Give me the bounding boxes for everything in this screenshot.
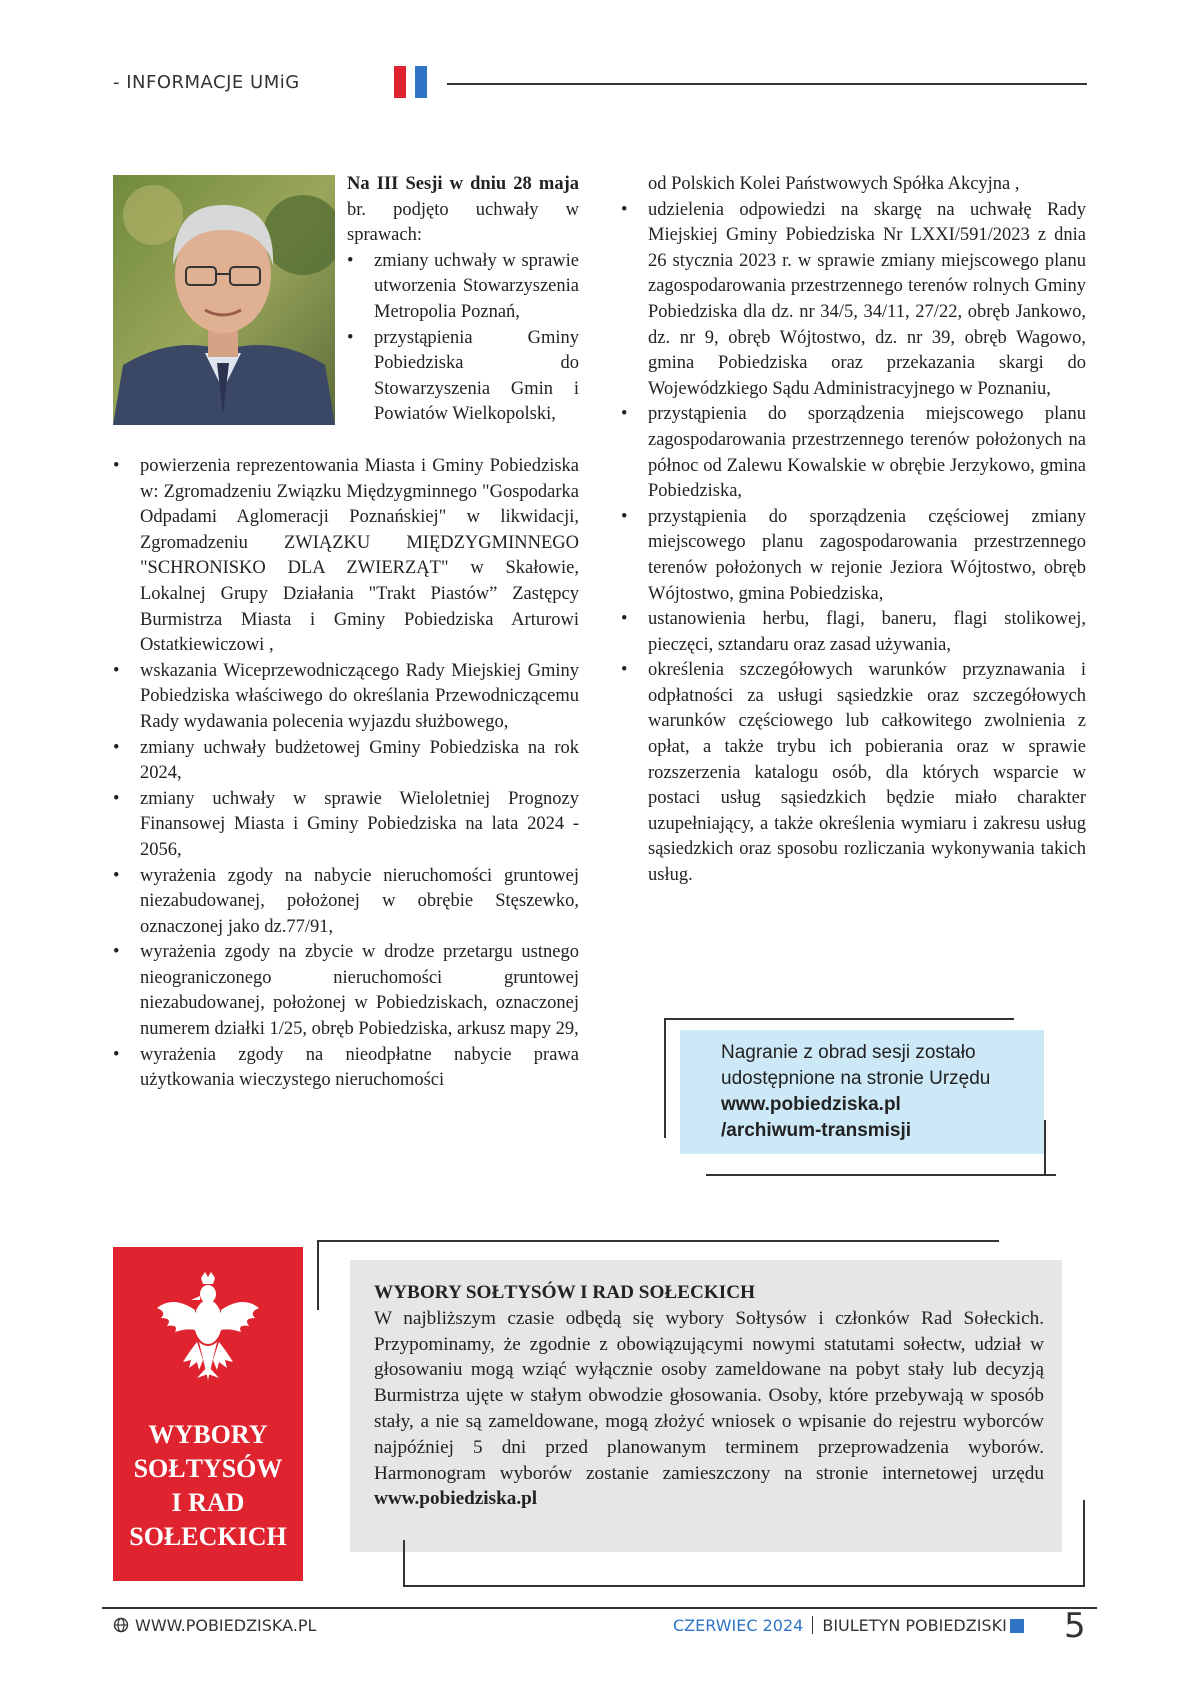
- footer-publication: [673, 1616, 1007, 1635]
- resolution-list-right: [621, 198, 1086, 889]
- elections-frame-right: [1083, 1500, 1085, 1587]
- list-item: • wyrażenia zgody na nieodpłatne nabycie prawa użytkowania wieczystego nieruchomości: [113, 1043, 579, 1094]
- elections-frame-left: [317, 1240, 319, 1310]
- list-item: • zmiany uchwały budżetowej Gminy Pobiedziska na rok 2024,: [113, 736, 579, 787]
- recording-note: [721, 1040, 1021, 1144]
- elections-title: WYBORY SOŁTYSÓW I RAD SOŁECKICH: [374, 1282, 756, 1303]
- list-item: • określenia szczegółowych warunków przyznawania i odpłatności za usługi sąsiedzkie oraz szczegółowych warunków częściowego lub całkowitego zwolnienia z opłat, a także trybu ich pobierania oraz w sprawie rozszerzenia katalogu osób, dla których wsparcie w postaci usług sąsiedzkich będzie miało charakter uzupełniający, a także określenia wymiaru i zakresu usług sąsiedzkich oraz sposobu rozliczania wykonywania takich usług.: [621, 658, 1086, 888]
- resolution-list-left: [113, 454, 579, 1094]
- elections-frame-left-lower: [403, 1540, 405, 1587]
- footer-website-text: WWW.POBIEDZISKA.PL: [135, 1616, 317, 1635]
- elections-body: W najbliższym czasie odbędą się wybory Sołtysów i członków Rad Sołeckich. Przypominamy, że zgodnie z obowiązującymi nowymi statutami sołectw, udział w głosowaniu mogą wziąć wyłącznie osoby zameldowane na pobyt stały lub decyzją Burmistrza ujęte w stałym obwodzie głosowania. Osoby, które przebywają w sposób stały, a nie są zameldowane, mogą złożyć wniosek o wpisanie do rejestru wyborców najpóźniej 5 dni przed planowanym terminem przeprowadzenia wyborów. Harmonogram wyborów zostanie zamieszczony na stronie internetowej urzędu: [374, 1307, 1044, 1484]
- note-frame-right: [1044, 1120, 1046, 1176]
- note-frame-bottom: [706, 1174, 1056, 1176]
- footer-website[interactable]: [113, 1616, 316, 1637]
- footer-month: CZERWIEC 2024: [673, 1616, 804, 1635]
- header-rule: [447, 83, 1087, 85]
- elections-text: [374, 1280, 1044, 1512]
- left-column: [113, 454, 579, 1094]
- note-text: Nagranie z obrad sesji zostało udostępnione na stronie Urzędu: [721, 1042, 991, 1089]
- note-link[interactable]: www.pobiedziska.pl: [721, 1094, 901, 1115]
- badge-line: I RAD: [171, 1488, 245, 1517]
- footer-rule: [102, 1607, 1097, 1609]
- badge-line: WYBORY: [148, 1420, 268, 1449]
- right-column: [621, 172, 1086, 889]
- blue-bar: [415, 66, 427, 98]
- elections-link[interactable]: www.pobiedziska.pl: [374, 1488, 538, 1510]
- intro-list: [347, 249, 579, 428]
- elections-frame-top: [317, 1240, 999, 1242]
- page-number: 5: [1064, 1606, 1086, 1646]
- list-item: • przystąpienia Gminy Pobiedziska do Stowarzyszenia Gmin i Powiatów Wielkopolski,: [347, 326, 579, 428]
- list-item: • wskazania Wiceprzewodniczącego Rady Miejskiej Gminy Pobiedziska właściwego do określania Przewodniczącemu Rady wydawania polecenia wyjazdu służbowego,: [113, 659, 579, 736]
- footer-separator: [812, 1616, 813, 1634]
- intro-heading: Na III Sesji w dniu 28 maja: [347, 174, 579, 194]
- list-item: • wyrażenia zgody na zbycie w drodze przetargu ustnego nieograniczonego nieruchomości gruntowej niezabudowanej, położonej w Pobiedziskach, oznaczonej numerem działki 1/25, obręb Pobiedziska, arkusz mapy 29,: [113, 940, 579, 1042]
- list-item: • zmiany uchwały w sprawie utworzenia Stowarzyszenia Metropolia Poznań,: [347, 249, 579, 326]
- note-link-path[interactable]: /archiwum-transmisji: [721, 1120, 912, 1141]
- note-frame-top: [664, 1018, 1014, 1020]
- intro-text: br. podjęto uchwały w sprawach:: [347, 199, 579, 246]
- session-intro: [347, 172, 579, 428]
- badge-line: SOŁTYSÓW: [133, 1454, 283, 1483]
- list-item: • przystąpienia do sporządzenia miejscowego planu zagospodarowania przestrzennego terenów położonych na północ od Zalewu Kowalskie w obrębie Jerzykowo, gmina Pobiedziska,: [621, 402, 1086, 504]
- continued-text: od Polskich Kolei Państwowych Spółka Akcyjna ,: [648, 174, 1020, 194]
- badge-line: SOŁECKICH: [129, 1522, 287, 1551]
- list-item: • wyrażenia zgody na nabycie nieruchomości gruntowej niezabudowanej, położonej w obrębie Stęszewko, oznaczonej jako dz.77/91,: [113, 864, 579, 941]
- list-item: • zmiany uchwały w sprawie Wieloletniej Prognozy Finansowej Miasta i Gminy Pobiedziska na lata 2024 - 2056,: [113, 787, 579, 864]
- list-item: • udzielenia odpowiedzi na skargę na uchwałę Rady Miejskiej Gminy Pobiedziska Nr LXXI/591/2023 z dnia 26 stycznia 2023 r. w sprawie zmiany miejscowego planu zagospodarowania przestrzennego terenów rolnych Gminy Pobiedziska dla dz. nr 34/5, 34/11, 27/22, obręb Jankowo, dz. nr 9, obręb Wójtostwo, dz. nr 39, obręb Wagowo, gmina Pobiedziska oraz przekazania skargi do Wojewódzkiego Sądu Administracyjnego w Poznaniu,: [621, 198, 1086, 403]
- white-eagle-emblem: [153, 1270, 263, 1385]
- list-item: • powierzenia reprezentowania Miasta i Gminy Pobiedziska w: Zgromadzeniu Związku Międzygminnego "Gospodarka Odpadami Aglomeracji Poznańskiej" w likwidacji, Zgromadzeniu ZWIĄZKU MIĘDZYGMINNEGO "SCHRONISKO DLA ZWIERZĄT" w Skałowie, Lokalnej Grupy Działania "Trakt Piastów” Zastępcy Burmistrza Miasta i Gminy Pobiedziska Arturowi Ostatkiewiczowi ,: [113, 454, 579, 659]
- section-label: - INFORMACJE UMiG: [113, 72, 300, 93]
- list-item: • przystąpienia do sporządzenia częściowej zmiany miejscowego planu zagospodarowania przestrzennego terenów położonych w rejonie Jeziora Wójtostwo, obręb Wójtostwo, gmina Pobiedziska,: [621, 505, 1086, 607]
- globe-icon: [113, 1617, 129, 1637]
- footer-publication-name: BIULETYN POBIEDZISKI: [822, 1616, 1007, 1635]
- footer-square: [1010, 1619, 1024, 1633]
- note-frame-left: [664, 1018, 666, 1138]
- elections-badge-title: [113, 1418, 303, 1554]
- portrait-photo: [113, 175, 335, 425]
- red-bar: [394, 66, 406, 98]
- elections-frame-bottom: [403, 1585, 1085, 1587]
- list-item: • ustanowienia herbu, flagi, baneru, flagi stolikowej, pieczęci, sztandaru oraz zasad używania,: [621, 607, 1086, 658]
